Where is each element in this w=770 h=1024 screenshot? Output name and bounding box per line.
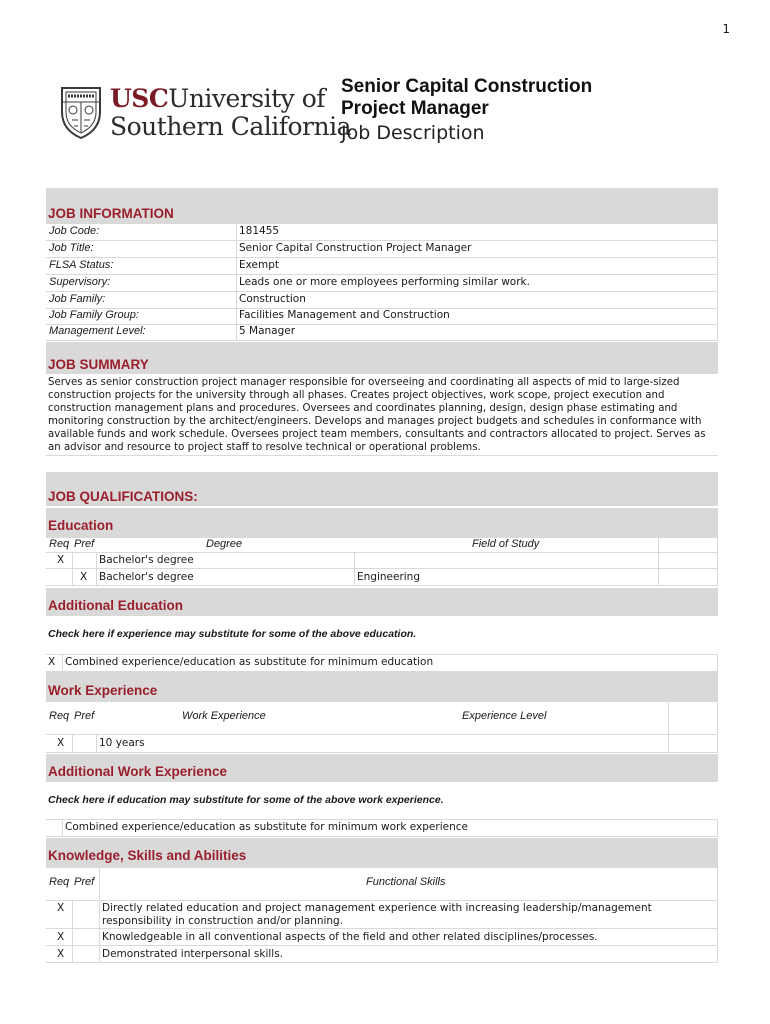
job-information-heading: JOB INFORMATION [48,206,174,221]
work-years: 10 years [99,737,145,749]
info-row-flsa [46,258,718,275]
logo-line-2: Southern California [110,112,352,141]
additional-work-note: Check here if education may substitute for some of the above work experience. [48,794,444,806]
info-label: Job Title: [49,242,94,254]
additional-work-text: Combined experience/education as substitute for minimum work experience [65,821,468,833]
logo-university: University of [168,84,326,113]
ksa-req: X [57,931,65,943]
add-edu-check-divider [62,654,63,671]
work-experience-row [46,735,718,753]
edu-degree: Bachelor's degree [99,571,194,583]
job-summary-heading: JOB SUMMARY [48,357,149,372]
education-header-row [46,538,718,553]
col-experience-level: Experience Level [462,710,547,722]
info-row-job-title [46,241,718,258]
additional-education-note: Check here if experience may substitute for some of the above education. [48,628,417,640]
info-label: Job Family Group: [49,309,139,321]
ksa-heading: Knowledge, Skills and Abilities [48,848,247,863]
job-summary-bottom-rule [46,441,718,456]
additional-work-row [46,819,718,837]
col-req: Req [49,538,70,550]
work-experience-heading: Work Experience [48,683,158,698]
logo-line-1 [110,84,325,113]
info-label: Job Family: [49,293,106,305]
col-pref: Pref [74,710,95,722]
ksa-header-row [46,868,718,901]
info-label: Job Code: [49,225,100,237]
ksa-text: Demonstrated interpersonal skills. [102,948,284,960]
info-value: Facilities Management and Construction [239,309,450,321]
edu-req: X [57,554,65,566]
info-label: FLSA Status: [49,259,114,271]
education-heading: Education [48,518,114,533]
col-req: Req [49,710,70,722]
additional-education-heading: Additional Education [48,598,183,613]
additional-work-heading: Additional Work Experience [48,764,228,779]
col-functional-skills: Functional Skills [366,876,446,888]
col-req: Req [49,876,70,888]
ksa-row [46,900,718,929]
edu-degree: Bachelor's degree [99,554,194,566]
usc-logo [58,82,352,142]
ksa-row [46,929,718,946]
usc-seal-icon [58,82,104,140]
info-row-job-family [46,292,718,309]
ksa-req: X [57,902,65,914]
info-value: 5 Manager [239,325,296,337]
education-row [46,552,718,569]
page-number: 1 [722,22,730,36]
col-work-experience: Work Experience [182,710,266,722]
work-experience-header-row [46,702,718,735]
add-work-right-border [717,819,718,836]
edu-pref: X [80,571,88,583]
job-qualifications-heading: JOB QUALIFICATIONS: [48,489,198,504]
doc-title-line-1: Senior Capital Construction [341,76,593,97]
education-row [46,569,718,586]
doc-title-line-2: Project Manager [341,98,489,119]
ksa-text: Knowledgeable in all conventional aspects of the field and other related disciplines/processes. [102,931,598,943]
info-label: Supervisory: [49,276,111,288]
logo-usc: USC [110,84,169,113]
info-row-job-family-group [46,308,718,325]
info-value: 181455 [239,225,280,237]
additional-education-row [46,654,718,672]
education-band [46,508,718,538]
job-summary-text: Serves as senior construction project manager responsible for overseeing and coordinating all aspects of mid to large-sized construction projects for the university through all phases. Creates project objectives, work scope, project execution and construction management plans and procedures. Oversees and coordinates planning, design, design phase estimating and monitoring construction by the architect/engineers. Develops and manages project budgets and schedules in conformance with available funds and work schedule. Oversees project team members, consultants and contractors allocated to project. Serves as an advisor and resource to project staff to resolve technical or operational problems. [48,377,706,453]
work-req: X [57,737,65,749]
info-value: Senior Capital Construction Project Manager [239,242,472,254]
info-row-job-code [46,224,718,241]
additional-education-text: Combined experience/education as substitute for minimum education [65,656,434,668]
info-value: Construction [239,293,306,305]
col-field-of-study: Field of Study [472,538,540,550]
info-label: Management Level: [49,325,146,337]
col-pref: Pref [74,538,95,550]
doc-subtitle: Job Description [341,122,485,144]
info-value: Leads one or more employees performing similar work. [239,276,530,288]
info-value: Exempt [239,259,279,271]
col-degree: Degree [206,538,243,550]
edu-field: Engineering [357,571,420,583]
add-work-check-divider [62,819,63,836]
info-row-supervisory [46,275,718,292]
ksa-row [46,946,718,963]
ksa-text: Directly related education and project management experience with increasing leadership/management responsibility in construction and/or planning. [102,902,652,927]
ksa-req: X [57,948,65,960]
add-edu-right-border [717,654,718,671]
col-pref: Pref [74,876,95,888]
additional-education-check[interactable]: X [48,656,56,668]
info-row-management-level [46,324,718,341]
